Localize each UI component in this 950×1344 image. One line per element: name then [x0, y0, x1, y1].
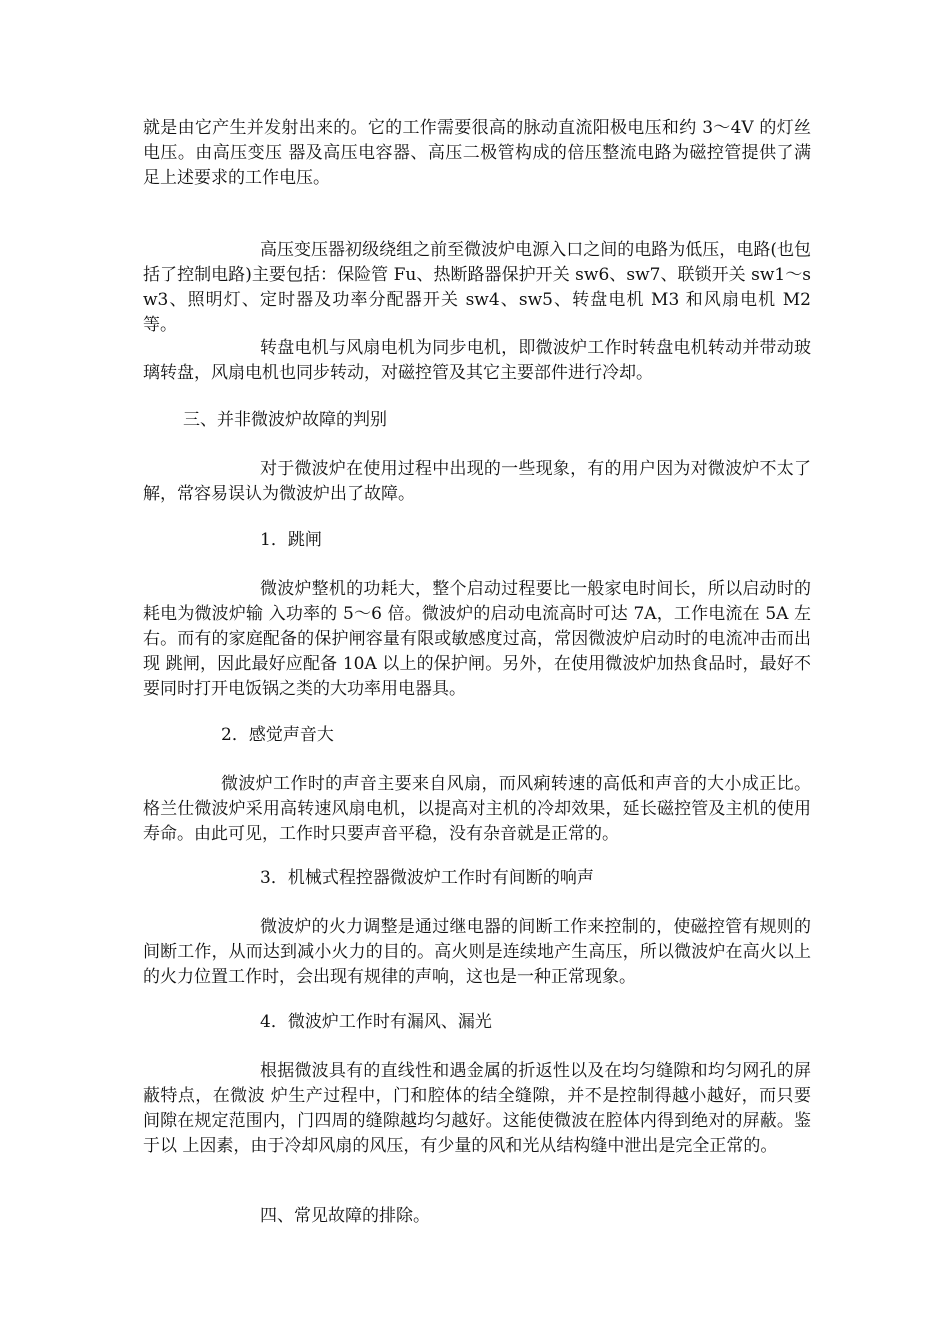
- paragraph-tripping: 微波炉整机的功耗大，整个启动过程要比一般家电时间长，所以启动时的耗电为微波炉输 入功率的 5～6 倍。微波炉的启动电流高时可达 7A，工作电流在 5A 左右。而有的家庭配备的保护闸容量有限或敏感度过高，常因微波炉启动时的电流冲击而出现 跳闸，因此最好应配备 10A 以上的保护闸。另外，在使用微波炉加热食品时，最好不要同时打开电饭锅之类的大功率用电器具。: [143, 579, 811, 699]
- paragraph-synchronous-motors: 转盘电机与风扇电机为同步电机，即微波炉工作时转盘电机转动并带动玻璃转盘，风扇电机也同步转动，对磁控管及其它主要部件进行冷却。: [143, 338, 811, 383]
- section-heading-non-faults: 三、并非微波炉故障的判别: [183, 410, 387, 430]
- paragraph-magnetron-voltage: 就是由它产生并发射出来的。它的工作需要很高的脉动直流阳极电压和约 3～4V 的灯丝电压。由高压变压 器及高压电容器、高压二极管构成的倍压整流电路为磁控管提供了满足上述要求的工作电压。: [143, 118, 811, 188]
- paragraph-air-light-leak: 根据微波具有的直线性和遇金属的折返性以及在均匀缝隙和均匀网孔的屏蔽特点，在微波 炉生产过程中，门和腔体的结全缝隙，并不是控制得越小越好，而只要间隙在规定范围内，门四周的缝隙越均匀越好。这能使微波在腔体内得到绝对的屏蔽。鉴于以 上因素，由于冷却风扇的风压，有少量的风和光从结构缝中泄出是完全正常的。: [143, 1061, 811, 1156]
- item-heading-tripping: 1．跳闸: [260, 530, 322, 550]
- item-heading-loud-sound: 2．感觉声音大: [221, 725, 334, 745]
- section-heading-troubleshooting: 四、常见故障的排除。: [260, 1206, 430, 1226]
- paragraph-low-voltage-circuit: 高压变压器初级绕组之前至微波炉电源入口之间的电路为低压，电路(也包括了控制电路)主要包括：保险管 Fu、热断路器保护开关 sw6、sw7、联锁开关 sw1～sw3、照明灯、定时器及功率分配器开关 sw4、sw5、转盘电机 M3 和风扇电机 M2 等。: [143, 240, 811, 335]
- paragraph-loud-sound: 微波炉工作时的声音主要来自风扇，而风痢转速的高低和声音的大小成正比。格兰仕微波炉采用高转速风扇电机，以提高对主机的冷却效果，延长磁控管及主机的使用寿命。由此可见，工作时只要声音平稳，没有杂音就是正常的。: [143, 774, 811, 844]
- paragraph-user-misunderstanding: 对于微波炉在使用过程中出现的一些现象，有的用户因为对微波炉不太了解，常容易误认为微波炉出了故障。: [143, 459, 811, 504]
- paragraph-intermittent-sound: 微波炉的火力调整是通过继电器的间断工作来控制的，使磁控管有规则的间断工作，从而达到减小火力的目的。高火则是连续地产生高压，所以微波炉在高火以上的火力位置工作时，会出现有规律的声响，这也是一种正常现象。: [143, 917, 811, 987]
- item-heading-intermittent-sound: 3．机械式程控器微波炉工作时有间断的响声: [260, 868, 594, 888]
- item-heading-air-light-leak: 4．微波炉工作时有漏风、漏光: [260, 1012, 492, 1032]
